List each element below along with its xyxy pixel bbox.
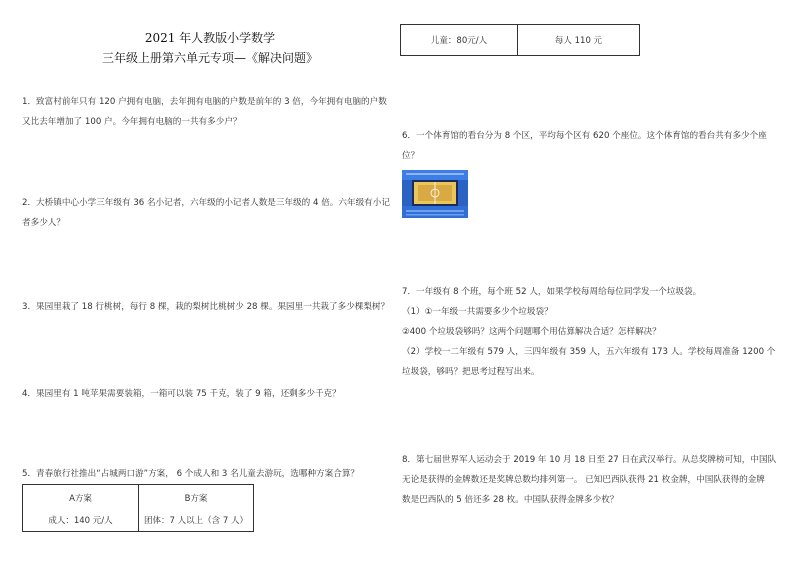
title-line-1: 2021 年人教版小学数学 — [144, 31, 276, 45]
question-8: 8．第七届世界军人运动会于 2019 年 10 月 18 日至 27 日在武汉举行。从总奖牌榜可知，中国队 无论是获得的金牌数还是奖牌总数均排列第一。 已知巴西队获得 21 枚金牌，中国队获得的金牌 数是巴西队的 5 倍还多 28 枚。中国队获得金牌多少枚？ — [402, 455, 777, 505]
plan-b-price: 团体：7 人以上（含 7 人） — [144, 516, 248, 526]
plan-table — [22, 484, 254, 532]
price-table-top — [400, 24, 640, 56]
question-2: 2．大桥镇中心小学三年级有 36 名小记者，六年级的小记者人数是三年级的 4 倍。六年级有小记 者多少人？ — [22, 198, 390, 228]
plan-a-price: 成人：140 元/人 — [48, 516, 113, 526]
question-4: 4．果园里有 1 吨苹果需要装箱，一箱可以装 75 千克，装了 9 箱，还剩多少千克？ — [22, 389, 341, 399]
question-1: 1．致富村前年只有 120 户拥有电脑，去年拥有电脑的户数是前年的 3 倍，今年拥有电脑的户数 又比去年增加了 100 户。今年拥有电脑的一共有多少户？ — [22, 97, 387, 127]
stadium-illustration — [402, 170, 468, 218]
plan-b-header: B方案 — [184, 494, 208, 504]
question-5: 5．青春旅行社推出“占城两口游”方案， 6 个成人和 3 名儿童去游玩，选哪种方案合算？ — [22, 469, 360, 479]
plan-a-header: A方案 — [69, 494, 92, 504]
document-title — [45, 28, 375, 68]
adult-price-cell: 每人 110 元 — [554, 36, 603, 46]
stadium-image — [402, 170, 468, 218]
question-7: 7．一年级有 8 个班，每个班 52 人，如果学校每周给每位同学发一个垃圾袋。 （1）①一年级一共需要多少个垃圾袋？ ②400 个垃圾袋够吗？这两个问题哪个用估算解决合适？怎样解决？ （2）学校一二年级有 579 人，三四年级有 359 人，五六年级有 173 人。学校每周准备 1200 个 垃圾袋，够吗？把思考过程写出来。 — [402, 287, 776, 377]
title-line-2: 三年级上册第六单元专项—《解决问题》 — [101, 51, 318, 65]
question-3: 3．果园里栽了 18 行桃树，每行 8 棵，栽的梨树比桃树少 28 棵。果园里一共栽了多少棵梨树？ — [22, 302, 390, 312]
child-price-cell: 儿童：80元/人 — [430, 36, 488, 46]
question-6: 6．一个体育馆的看台分为 8 个区，平均每个区有 620 个座位。这个体育馆的看台共有多少个座 位？ — [402, 131, 767, 161]
